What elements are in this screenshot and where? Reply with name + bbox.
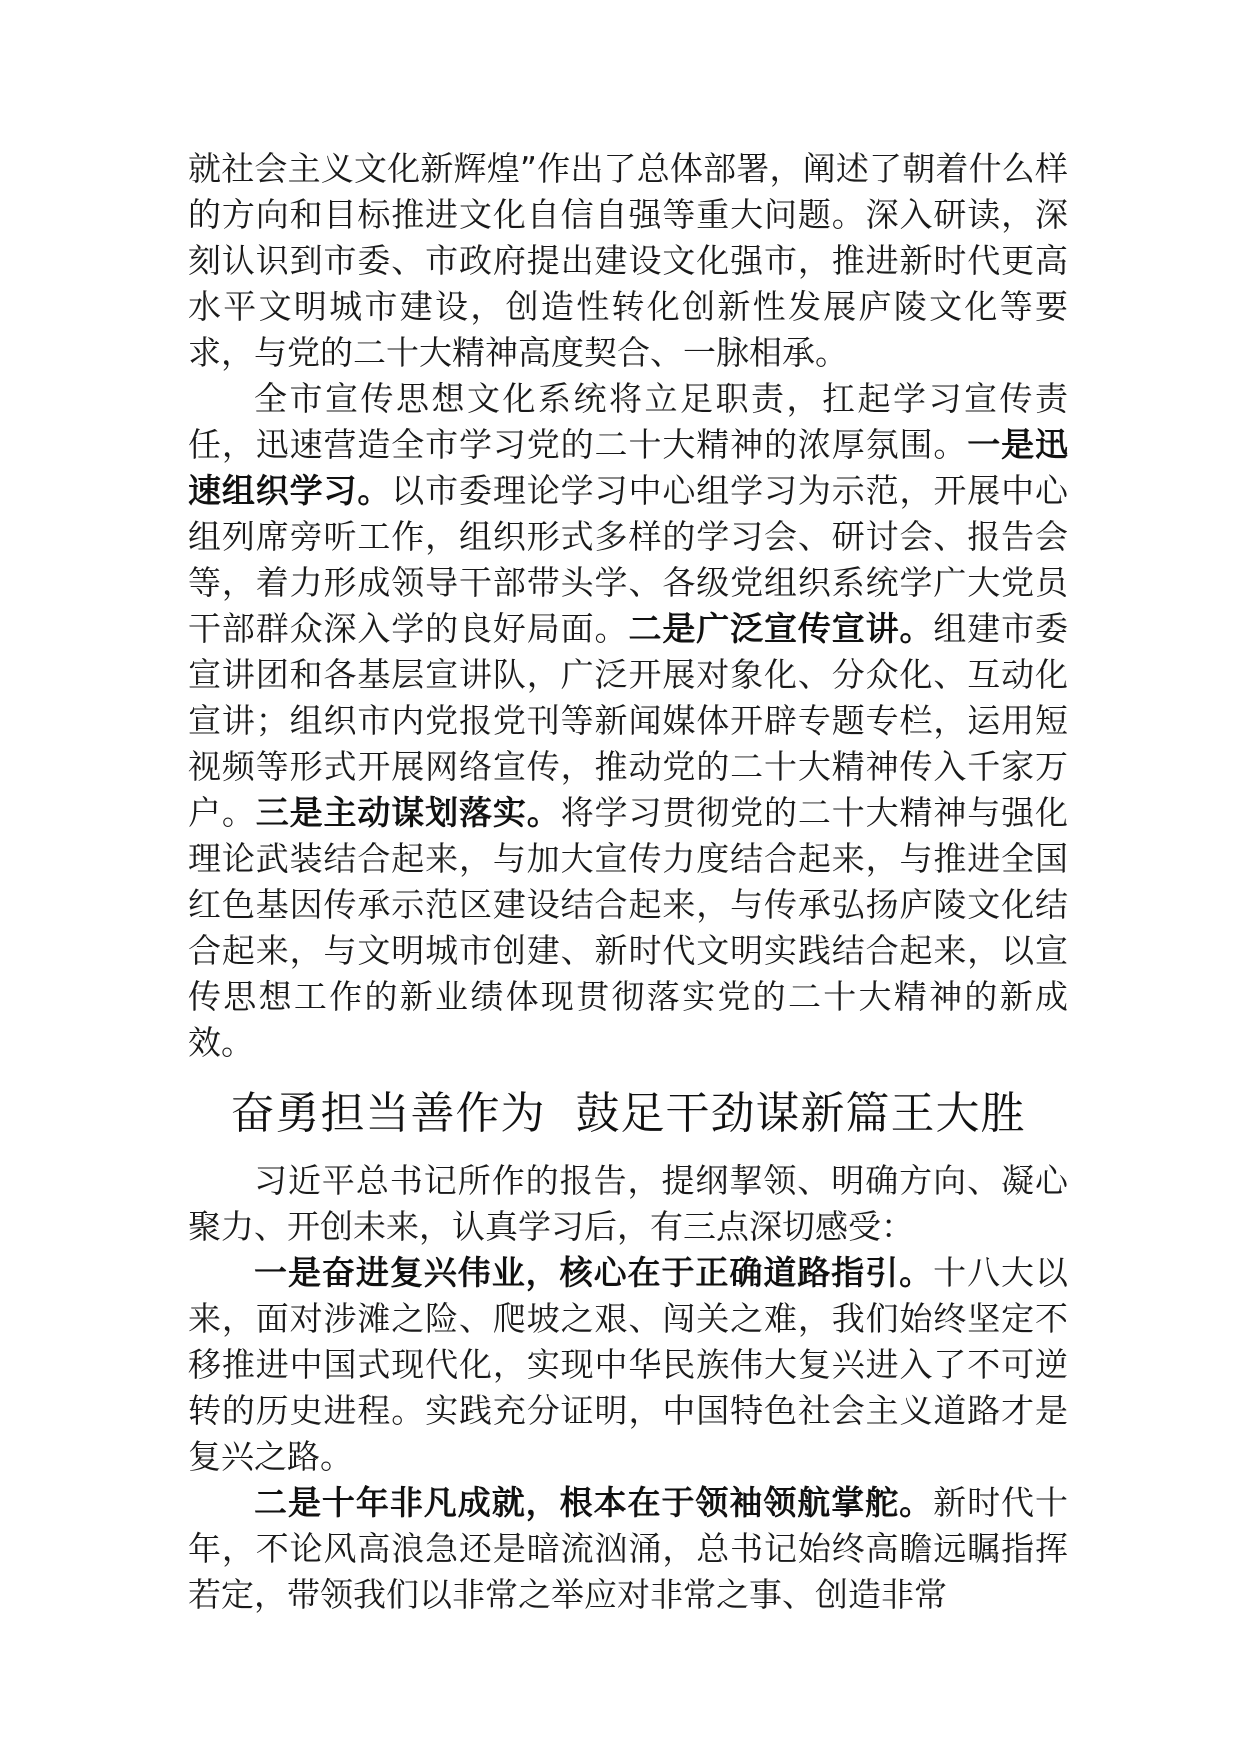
paragraph-intro	[188, 1158, 1068, 1250]
paragraph-propaganda-system	[188, 376, 1068, 1066]
article-heading: 奋勇担当善作为 鼓足干劲谋新篇王大胜	[230, 1088, 1026, 1139]
paragraph-point-2	[188, 1480, 1068, 1618]
bold-point-1: 一是迅速组织学习。	[188, 425, 1069, 510]
paragraph-culture-deployment	[188, 146, 1068, 376]
paragraph-text: 就社会主义文化新辉煌”作出了总体部署，阐述了朝着什么样的方向和目标推进文化自信自强等重大问题。深入研读，深刻认识到市委、市政府提出建设文化强市，推进新时代更高水平文明城市建设，创造性转化创新性发展庐陵文化等要求，与党的二十大精神高度契合、一脉相承。	[188, 149, 1068, 372]
paragraph-point-1	[188, 1250, 1068, 1480]
paragraph-text: 新时代十年，不论风高浪急还是暗流汹涌，总书记始终高瞻远瞩指挥若定，带领我们以非常之举应对非常之事、创造非常	[188, 1483, 1069, 1614]
bold-lead: 一是奋进复兴伟业，核心在于正确道路指引。	[254, 1253, 934, 1292]
paragraph-text: 全市宣传思想文化系统将立足职责，扛起学习宣传责任，迅速营造全市学习党的二十大精神的浓厚氛围。	[188, 379, 1068, 464]
paragraph-text: 以市委理论学习中心组学习为示范，开展中心组列席旁听工作，组织形式多样的学习会、研讨会、报告会等，着力形成领导干部带头学、各级党组织系统学广大党员干部群众深入学的良好局面。	[188, 471, 1069, 648]
document-body	[188, 146, 1068, 1618]
bold-point-2: 二是广泛宣传宣讲。	[628, 609, 934, 648]
bold-point-3: 三是主动谋划落实。	[255, 793, 561, 832]
paragraph-text: 将学习贯彻党的二十大精神与强化理论武装结合起来，与加大宣传力度结合起来，与推进全国红色基因传承示范区建设结合起来，与传承弘扬庐陵文化结合起来，与文明城市创建、新时代文明实践结合起来，以宣传思想工作的新业绩体现贯彻落实党的二十大精神的新成效。	[188, 793, 1069, 1062]
paragraph-text: 十八大以来，面对涉滩之险、爬坡之艰、闯关之难，我们始终坚定不移推进中国式现代化，实现中华民族伟大复兴进入了不可逆转的历史进程。实践充分证明，中国特色社会主义道路才是复兴之路。	[188, 1253, 1069, 1476]
paragraph-text: 组建市委宣讲团和各基层宣讲队，广泛开展对象化、分众化、互动化宣讲；组织市内党报党刊等新闻媒体开辟专题专栏，运用短视频等形式开展网络宣传，推动党的二十大精神传入千家万户。	[188, 609, 1069, 832]
bold-lead: 二是十年非凡成就，根本在于领袖领航掌舵。	[254, 1483, 934, 1522]
paragraph-text: 习近平总书记所作的报告，提纲挈领、明确方向、凝心聚力、开创未来，认真学习后，有三点深切感受：	[188, 1161, 1068, 1246]
